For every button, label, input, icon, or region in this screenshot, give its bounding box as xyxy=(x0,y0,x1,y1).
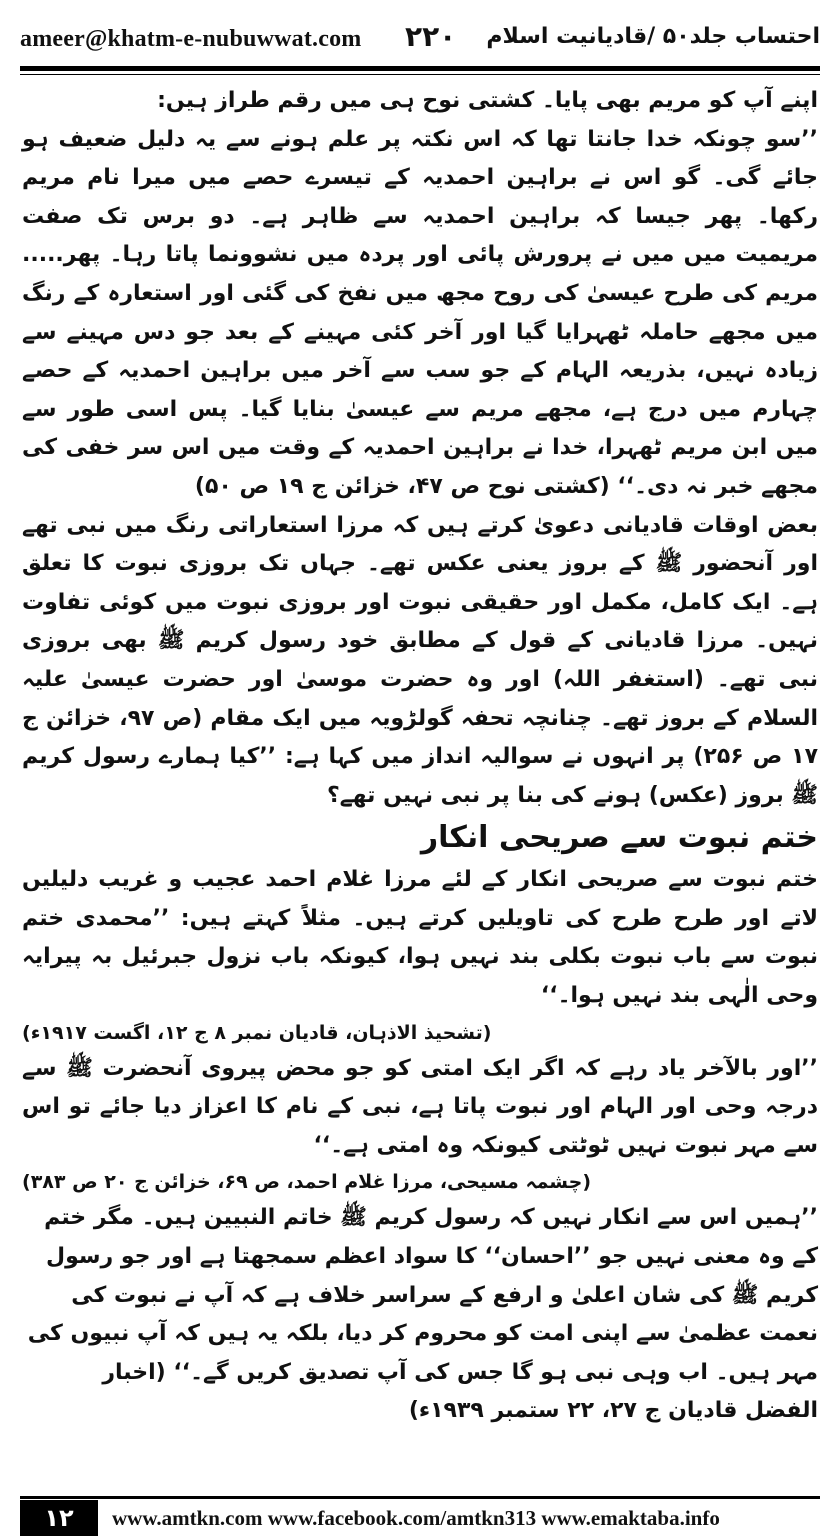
page-footer xyxy=(20,1496,820,1536)
section-heading: ختم نبوت سے صریحی انکار xyxy=(420,820,818,856)
footer-rule xyxy=(20,1496,820,1499)
footer-page-number: ۱۲ xyxy=(20,1500,98,1536)
header-email: ameer@khatm-e-nubuwwat.com xyxy=(20,26,362,52)
paragraph-quote-kashti-nuh: ’’سو چونکہ خدا جانتا تھا کہ اس نکتہ پر علم ہونے سے یہ دلیل ضعیف ہو جائے گی۔ گو اس نے براہین احمدیہ کے تیسرے حصے میں میرا نام مریم رکھا۔ پھر جیسا کہ براہین احمدیہ سے ظاہر ہے۔ دو برس تک صفت مریمیت میں میں نے پرورش پائی اور پردہ میں نشوونما پاتا رہا۔ پھر..... مریم کی طرح عیسیٰ کی روح مجھ میں نفخ کی گئی اور استعارہ کے رنگ میں مجھے حاملہ ٹھہرایا گیا اور آخر کئی مہینے کے بعد جو دس مہینے سے زیادہ نہیں، بذریعہ الہام کے جو سب سے آخر میں براہین احمدیہ کے حصے چہارم میں درج ہے، مجھے مریم سے عیسیٰ بنایا گیا۔ پس اسی طور سے میں ابن مریم ٹھہرا، خدا نے براہین احمدیہ کے وقت میں اس سر خفی کی مجھے خبر نہ دی۔‘‘ (کشتی نوح ص ۴۷، خزائن ج ۱۹ ص ۵۰) xyxy=(22,126,818,499)
paragraph-buruz: بعض اوقات قادیانی دعویٰ کرتے ہیں کہ مرزا استعاراتی رنگ میں نبی تھے اور آنحضور ﷺ کے بروز یعنی عکس تھے۔ جہاں تک بروزی نبوت کا تعلق ہے۔ ایک کامل، مکمل اور حقیقی نبوت اور بروزی نبوت میں کوئی تفاوت نہیں۔ مرزا قادیانی کے قول کے مطابق خود رسول کریم ﷺ بھی بروزی نبی تھے۔ (استغفر اللہ) اور وہ حضرت موسیٰ اور حضرت عیسیٰ علیہ السلام کے بروز تھے۔ چنانچہ تحفہ گولڑویہ میں ایک مقام (ص ۹۷، خزائن ج ۱۷ ص ۲۵۶) پر انہوں نے سوالیہ انداز میں کہا ہے: ’’کیا ہمارے رسول کریم ﷺ بروز (عکس) ہونے کی بنا پر نبی نہیں تھے؟ xyxy=(22,512,819,808)
book-title: احتساب جلد۵۰ /قادیانیت اسلام xyxy=(486,24,820,49)
paragraph-intro: اپنے آپ کو مریم بھی پایا۔ کشتی نوح ہی میں رقم طراز ہیں: xyxy=(157,88,818,113)
citation-tashheez: (تشحیذ الاذہان، قادیان نمبر ۸ ج ۱۲، اگست ۱۹۱۷ء) xyxy=(22,1021,492,1044)
page-number: ۲۲۰ xyxy=(405,20,457,53)
header-rule-thin xyxy=(20,74,820,75)
citation-chashma-masihi: (چشمہ مسیحی، مرزا غلام احمد، ص ۶۹، خزائن ج ۲۰ ص ۳۸۳) xyxy=(22,1171,592,1194)
paragraph-khatm-nubuwwat: ختم نبوت سے صریحی انکار کے لئے مرزا غلام احمد عجیب و غریب دلیلیں لاتے اور طرح طرح کی تاویلیں کرتے ہیں۔ مثلاً کہتے ہیں: ’’محمدی ختم نبوت سے باب نبوت بکلی بند نہیں ہوا، کیونکہ باب نزول جبرئیل بہ پیرایہ وحی الٰہی بند نہیں ہوا۔‘‘ xyxy=(22,867,818,1009)
paragraph-quote-alfazl: ’’ہمیں اس سے انکار نہیں کہ رسول کریم ﷺ خاتم النبیین ہیں۔ مگر ختم کے وہ معنی نہیں جو ’’احسان‘‘ کا سواد اعظم سمجھتا ہے اور جو رسول کریم ﷺ کی شان اعلیٰ و ارفع کے سراسر خلاف ہے کہ آپ نے نبوت کی نعمت عظمیٰ سے اپنی امت کو محروم کر دیا، بلکہ یہ ہیں کہ آپ نبیوں کی مہر ہیں۔ اب وہی نبی ہو گا جس کی آپ تصدیق کریں گے۔‘‘ (اخبار الفضل قادیان ج ۲۷، ۲۲ ستمبر ۱۹۳۹ء) xyxy=(27,1205,818,1424)
page-header xyxy=(20,20,820,60)
page-body xyxy=(22,82,818,1431)
paragraph-quote-ummati: ’’اور بالآخر یاد رہے کہ اگر ایک امتی کو جو محض پیروی آنحضرت ﷺ سے درجہ وحی اور الہام اور نبوت پاتا ہے، نبی کے نام کا اعزاز دیا جائے تو اس سے مہر نبوت نہیں ٹوٹتی کیونکہ وہ امتی ہے۔‘‘ xyxy=(22,1055,818,1158)
footer-links: www.amtkn.com www.facebook.com/amtkn313 www.emaktaba.info xyxy=(112,1506,720,1530)
header-rule-thick xyxy=(20,66,820,71)
